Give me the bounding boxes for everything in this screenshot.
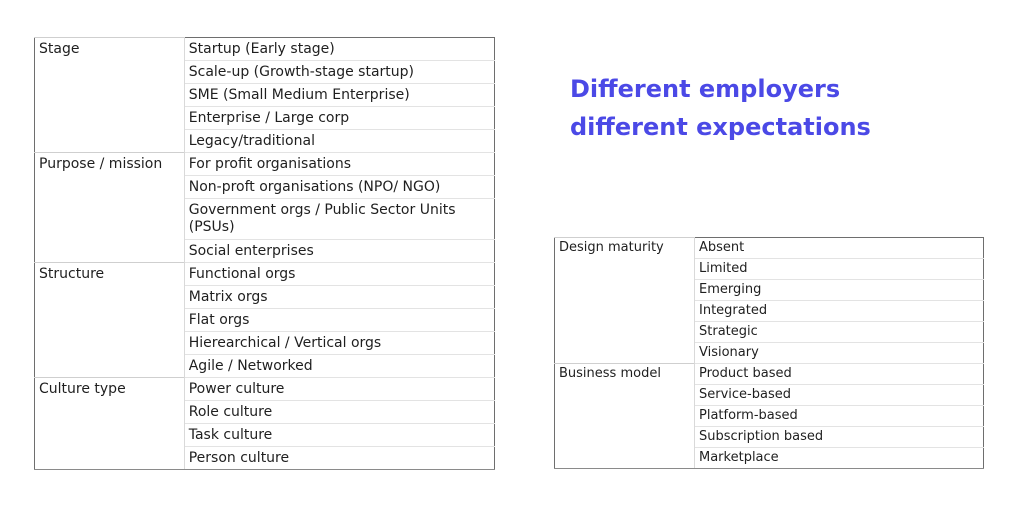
table-row bbox=[35, 286, 495, 309]
table-row bbox=[35, 61, 495, 84]
empty-category-cell bbox=[555, 448, 695, 469]
table-row bbox=[35, 309, 495, 332]
empty-category-cell bbox=[555, 406, 695, 427]
value-cell: Strategic bbox=[695, 322, 984, 343]
table-row bbox=[555, 364, 984, 385]
value-cell: Scale-up (Growth-stage startup) bbox=[184, 61, 494, 84]
table-row bbox=[35, 107, 495, 130]
table-row bbox=[555, 259, 984, 280]
empty-category-cell bbox=[555, 259, 695, 280]
empty-category-cell bbox=[35, 424, 185, 447]
empty-category-cell bbox=[555, 301, 695, 322]
category-cell: Purpose / mission bbox=[35, 153, 185, 176]
value-cell: Government orgs / Public Sector Units (PSUs) bbox=[184, 199, 494, 240]
empty-category-cell bbox=[555, 343, 695, 364]
table-row bbox=[35, 355, 495, 378]
empty-category-cell bbox=[35, 447, 185, 470]
table-row bbox=[35, 401, 495, 424]
table-row bbox=[35, 130, 495, 153]
table-row bbox=[555, 238, 984, 259]
value-cell: Social enterprises bbox=[184, 240, 494, 263]
value-cell: Startup (Early stage) bbox=[184, 38, 494, 61]
value-cell: Product based bbox=[695, 364, 984, 385]
empty-category-cell bbox=[35, 107, 185, 130]
design-maturity-table bbox=[554, 237, 984, 469]
empty-category-cell bbox=[35, 176, 185, 199]
empty-category-cell bbox=[35, 130, 185, 153]
empty-category-cell bbox=[35, 240, 185, 263]
headline bbox=[570, 70, 871, 146]
table-row bbox=[35, 332, 495, 355]
value-cell: Agile / Networked bbox=[184, 355, 494, 378]
table-row bbox=[555, 406, 984, 427]
table-row bbox=[35, 263, 495, 286]
value-cell: Matrix orgs bbox=[184, 286, 494, 309]
empty-category-cell bbox=[35, 401, 185, 424]
value-cell: For profit organisations bbox=[184, 153, 494, 176]
value-cell: Functional orgs bbox=[184, 263, 494, 286]
table-row bbox=[35, 424, 495, 447]
empty-category-cell bbox=[555, 385, 695, 406]
value-cell: Flat orgs bbox=[184, 309, 494, 332]
value-cell: Emerging bbox=[695, 280, 984, 301]
category-cell: Stage bbox=[35, 38, 185, 61]
category-cell: Structure bbox=[35, 263, 185, 286]
table-row bbox=[35, 240, 495, 263]
value-cell: Enterprise / Large corp bbox=[184, 107, 494, 130]
category-cell: Business model bbox=[555, 364, 695, 385]
value-cell: Subscription based bbox=[695, 427, 984, 448]
empty-category-cell bbox=[35, 286, 185, 309]
table-row bbox=[555, 301, 984, 322]
empty-category-cell bbox=[555, 322, 695, 343]
category-cell: Culture type bbox=[35, 378, 185, 401]
headline-line-2: different expectations bbox=[570, 113, 871, 141]
table-row bbox=[555, 448, 984, 469]
table-row bbox=[35, 38, 495, 61]
employer-types-table bbox=[34, 37, 495, 470]
table-row bbox=[555, 280, 984, 301]
value-cell: Task culture bbox=[184, 424, 494, 447]
table-row bbox=[35, 153, 495, 176]
value-cell: Role culture bbox=[184, 401, 494, 424]
table-row bbox=[35, 176, 495, 199]
value-cell: Platform-based bbox=[695, 406, 984, 427]
empty-category-cell bbox=[35, 199, 185, 240]
empty-category-cell bbox=[35, 61, 185, 84]
value-cell: Non-proft organisations (NPO/ NGO) bbox=[184, 176, 494, 199]
value-cell: Person culture bbox=[184, 447, 494, 470]
category-cell: Design maturity bbox=[555, 238, 695, 259]
table-row bbox=[35, 84, 495, 107]
empty-category-cell bbox=[35, 309, 185, 332]
value-cell: Marketplace bbox=[695, 448, 984, 469]
value-cell: Service-based bbox=[695, 385, 984, 406]
empty-category-cell bbox=[35, 84, 185, 107]
table-row bbox=[35, 199, 495, 240]
table-row bbox=[35, 447, 495, 470]
table-row bbox=[555, 343, 984, 364]
value-cell: SME (Small Medium Enterprise) bbox=[184, 84, 494, 107]
empty-category-cell bbox=[555, 280, 695, 301]
value-cell: Limited bbox=[695, 259, 984, 280]
value-cell: Integrated bbox=[695, 301, 984, 322]
value-cell: Hierearchical / Vertical orgs bbox=[184, 332, 494, 355]
headline-line-1: Different employers bbox=[570, 75, 841, 103]
table-row bbox=[35, 378, 495, 401]
empty-category-cell bbox=[35, 355, 185, 378]
value-cell: Visionary bbox=[695, 343, 984, 364]
table-row bbox=[555, 322, 984, 343]
table-row bbox=[555, 427, 984, 448]
value-cell: Absent bbox=[695, 238, 984, 259]
empty-category-cell bbox=[35, 332, 185, 355]
value-cell: Power culture bbox=[184, 378, 494, 401]
empty-category-cell bbox=[555, 427, 695, 448]
table-row bbox=[555, 385, 984, 406]
value-cell: Legacy/traditional bbox=[184, 130, 494, 153]
